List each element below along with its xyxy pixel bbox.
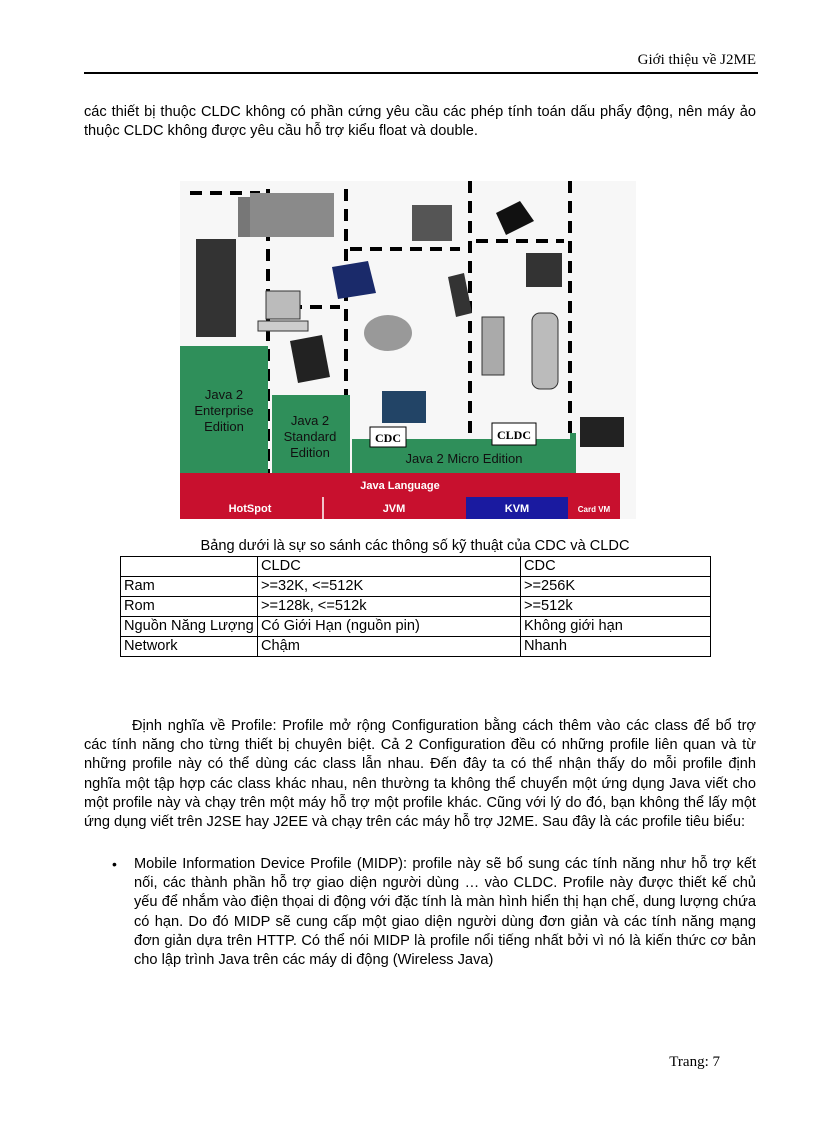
communicator-icon	[412, 205, 452, 241]
table-cell: Có Giới Hạn (nguồn pin)	[258, 617, 521, 637]
standard-label-1: Java 2	[290, 413, 330, 428]
set-top-box-icon	[332, 261, 376, 299]
hotspot-label: HotSpot	[228, 503, 272, 515]
jvm-label: JVM	[382, 503, 406, 515]
satellite-dish-icon	[364, 315, 412, 351]
micro-label: Java 2 Micro Edition	[405, 451, 523, 466]
header-divider	[84, 72, 758, 74]
page-number: Trang: 7	[669, 1054, 720, 1070]
table-cell: >=256K	[521, 577, 711, 597]
standard-label-3: Edition	[290, 445, 330, 460]
enterprise-label-3: Edition	[204, 419, 244, 434]
table-cell: >=512k	[521, 597, 711, 617]
list-item: Mobile Information Device Profile (MIDP): profile này sẽ bổ sung các tính năng như hỗ trợ kết nối, các thành phần hỗ trợ giao diện người dùng … vào CLDC. Profile này được thiết kế chủ yếu để nhắm vào điện thọai di động với đặc tính là màn hình hiển thị hạn chế, dung lượng chứa có hạn. Do đó MIDP sẽ cung cấp một giao diện người dùng đơn giản và các tính năng mạng đơn giản dựa trên HTTP. Có thể nói MIDP là profile nổi tiếng nhất bởi vì nó là kiến thức cơ bản cho lập trình Java trên các máy di động (Wireless Java)	[134, 856, 756, 969]
table-cell: Không giới hạn	[521, 617, 711, 637]
desktop-keyboard-icon	[258, 321, 308, 331]
profile-list	[112, 855, 756, 970]
table-cell: Nguồn Năng Lượng	[121, 617, 258, 637]
watch-icon	[526, 253, 562, 287]
table-cell: Chậm	[258, 637, 521, 657]
table-cell: >=32K, <=512K	[258, 577, 521, 597]
table-row	[121, 617, 711, 637]
comparison-table	[120, 556, 711, 657]
table-header-cdc: CDC	[521, 557, 711, 577]
cldc-label: CLDC	[496, 428, 532, 442]
smart-card-icon	[580, 417, 624, 447]
table-cell: Rom	[121, 597, 258, 617]
table-cell: Network	[121, 637, 258, 657]
table-cell	[121, 557, 258, 577]
java-language-label: Java Language	[360, 480, 440, 492]
table-header-cldc: CLDC	[258, 557, 521, 577]
enterprise-label-2: Enterprise	[194, 403, 254, 418]
enterprise-label-1: Java 2	[204, 387, 244, 402]
standard-label-2: Standard	[283, 429, 337, 444]
table-row	[121, 577, 711, 597]
cdc-label: CDC	[375, 431, 401, 445]
server-tower-icon	[196, 239, 236, 337]
header-title: Giới thiệu về J2ME	[637, 52, 756, 68]
kvm-label: KVM	[504, 503, 530, 515]
bullet-icon: •	[112, 856, 117, 872]
computer-cluster-icon	[250, 193, 334, 237]
table-row	[121, 597, 711, 617]
desktop-monitor-icon	[266, 291, 300, 319]
table-header-row	[121, 557, 711, 577]
table-cell: Ram	[121, 577, 258, 597]
profile-paragraph: Định nghĩa về Profile: Profile mở rộng Configuration bằng cách thêm vào các class để bổ trợ các tính năng cho từng thiết bị chuyên biệt. Cả 2 Configuration đều có những profile liên quan và từ những profile này có thể dùng các class lẫn nhau. Đến đây ta có thể nhận thấy do mỗi profile định nghĩa một tập hợp các class khác nhau, nên thường ta không thể chuyển một ứng dụng Java viết cho một profile này và chạy trên một máy hỗ trợ một profile khác. Cũng với lý do đó, bạn không thể lấy một ứng dụng viết trên J2SE hay J2EE và chạy trên các máy hỗ trợ J2ME. Sau đây là các profile tiêu biểu:	[84, 718, 756, 831]
table-row	[121, 637, 711, 657]
flip-phone-icon	[482, 317, 504, 375]
table-caption: Bảng dưới là sự so sánh các thông số kỹ thuật của CDC và CLDC	[200, 538, 630, 554]
cardvm-label: Card VM	[577, 505, 611, 514]
cell-phone-icon	[532, 313, 558, 389]
table-cell: Nhanh	[521, 637, 711, 657]
intro-paragraph: các thiết bị thuộc CLDC không có phần cứng yêu cầu các phép tính toán dấu phẩy động, nên máy ảo thuộc CLDC không được yêu cầu hỗ trợ kiểu float và double.	[84, 104, 756, 140]
embedded-board-icon	[382, 391, 426, 423]
table-cell: >=128k, <=512k	[258, 597, 521, 617]
java-editions-diagram	[180, 181, 636, 519]
